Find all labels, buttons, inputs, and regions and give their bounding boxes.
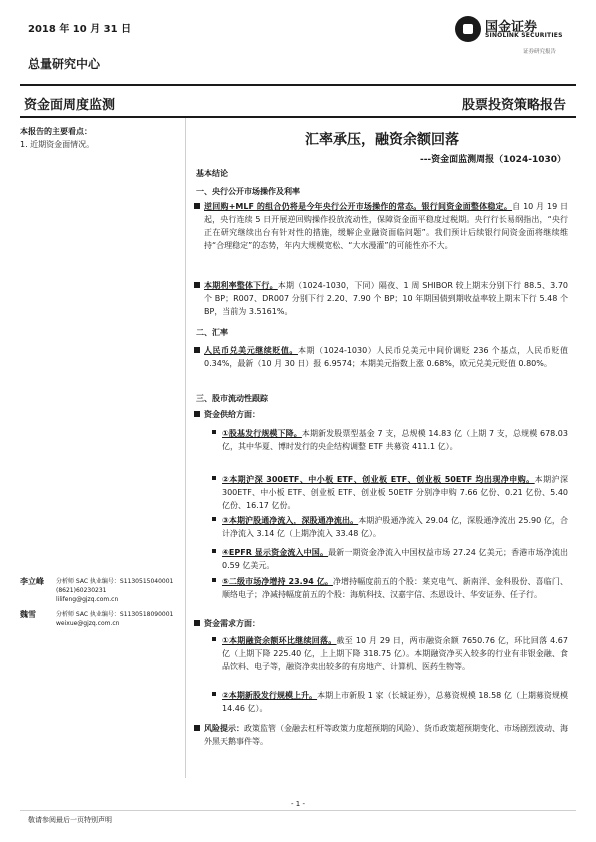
supply-heading: 资金供给方面： <box>204 408 568 421</box>
analyst-email[interactable]: weixue@gjzq.com.cn <box>56 620 120 627</box>
research-center: 总量研究中心 <box>28 57 101 71</box>
basic-conclusion-heading: 基本结论 <box>196 169 228 178</box>
company-logo <box>455 14 575 58</box>
highlights-heading: 本报告的主要看点： <box>20 127 92 136</box>
logo-cn: 国金证券 <box>485 20 538 35</box>
report-type: 股票投资策略报告 <box>461 98 566 113</box>
sub-bullet-icon <box>212 430 216 434</box>
paragraph <box>204 344 568 370</box>
paragraph-lead: 本期利率整体下行。 <box>204 281 278 290</box>
analyst-block <box>20 610 185 632</box>
analyst-name: 李立峰 <box>20 577 44 586</box>
main-title: 汇率承压，融资余额回落 <box>305 132 459 148</box>
bullet-icon <box>194 620 200 626</box>
bullet-icon <box>194 282 200 288</box>
risk-note: 风险提示：政策监管（金融去杠杆等政策力度超预期的风险）、货币政策超预期变化、市场剧烈波动、海外黑天鹅事件等。 <box>204 722 568 748</box>
paragraph <box>204 279 568 318</box>
demand-item: ①本期融资余额环比继续回落。截至 10 月 29 日，两市融资余额 7650.76 亿，环比回落 4.67 亿（上期下降 225.40 亿，上上期下降 318.75 亿）。本期融资净买入较多的行业有非银金融、食品饮料、电子等，融资净卖出较多的有房地产、计算机、医药生物等。 <box>222 634 568 673</box>
paragraph-lead: 逆回购+MLF 的组合仍将是今年央行公开市场操作的常态。银行间资金面整体稳定。 <box>204 202 513 211</box>
sub-bullet-icon <box>212 692 216 696</box>
supply-item: ④EPFR 显示资金流入中国。最新一期资金净流入中国权益市场 27.24 亿美元；香港市场净流出 0.59 亿美元。 <box>222 546 568 572</box>
analyst-block <box>20 577 185 607</box>
supply-item: ①股基发行规模下降。本期新发股票型基金 7 支，总规模 14.83 亿（上期 7 支，总规模 678.03 亿，其中华夏、博时发行的央企结构调整 ETF 共募资 411.1 亿）。 <box>222 427 568 453</box>
sub-bullet-icon <box>212 578 216 582</box>
sidebar-divider <box>185 118 186 778</box>
analyst-license: 分析师 SAC 执业编号：S1130518090001 <box>56 611 174 618</box>
demand-item: ②本期新股发行规模上升。本期上市新股 1 家（长城证券），总募资规模 18.58 亿（上期募资规模 14.46 亿）。 <box>222 689 568 715</box>
top-rule <box>20 84 576 86</box>
footer-rule <box>20 810 576 811</box>
section-heading: 二、汇率 <box>196 328 228 337</box>
analyst-email[interactable]: lilifeng@gjzq.com.cn <box>56 596 119 603</box>
bullet-icon <box>194 411 200 417</box>
logo-icon <box>455 16 481 42</box>
sub-bullet-icon <box>212 637 216 641</box>
bullet-icon <box>194 347 200 353</box>
highlights-item: 1. 近期资金面情况。 <box>20 140 95 149</box>
analyst-license: 分析师 SAC 执业编号：S1130515040001 <box>56 578 174 585</box>
supply-item: ②本期沪深 300ETF、中小板 ETF、创业板 ETF、创业板 50ETF 均出现净申购。本期沪深 300ETF、中小板 ETF、创业板 ETF、创业板 50ETF 分别净申购 7.66 亿份、0.21 亿份、5.40 亿份、16.17 亿份。 <box>222 473 568 512</box>
supply-item: ③本期沪股通净流入，深股通净流出。本期沪股通净流入 29.04 亿，深股通净流出 25.90 亿，合计净流入 3.14 亿（上期净流入 33.48 亿）。 <box>222 514 568 540</box>
analyst-phone: (8621)60230231 <box>56 587 107 594</box>
sub-bullet-icon <box>212 517 216 521</box>
bullet-icon <box>194 203 200 209</box>
paragraph-body: 本期（1024-1030）人民币兑美元中间价调贬 236 个基点，人民币贬值 0.34%，最新（10 月 30 日）报 6.9574；本期美元指数上涨 0.68%，欧元兑美元贬值 0.80%。 <box>204 346 569 368</box>
header-rule <box>20 116 576 118</box>
section-heading: 一、央行公开市场操作及利率 <box>196 187 300 196</box>
section-heading: 三、股市流动性跟踪 <box>196 394 268 403</box>
page-number: - 1 - <box>291 800 305 808</box>
sub-bullet-icon <box>212 476 216 480</box>
logo-en: SINOLINK SECURITIES <box>485 32 563 39</box>
analyst-name: 魏雪 <box>20 610 36 619</box>
paragraph-lead: 人民币兑美元继续贬值。 <box>204 346 298 355</box>
supply-item: ⑤二级市场净增持 23.94 亿。净增持幅度前五的个股：莱克电气、新南洋、金科股份、喜临门、顺络电子；净减持幅度前五的个股：海航科技、汉嘉宇信、杰恩设计、华安证券、任子行。 <box>222 575 568 601</box>
report-date: 2018 年 10 月 31 日 <box>28 24 132 35</box>
demand-heading: 资金需求方面： <box>204 617 568 630</box>
paragraph-body: 自 10 月 19 日起，央行连续 5 日开展逆回购操作投放流动性，保障资金面平稳度过税期。央行行长易纲指出，“央行正在研究继续出台有针对性的措施，缓解企业融资面临问题”。我们预计后续银行间资金面将继续维持“合理稳定”的态势，年内大规模宽松、“大水漫灌”的可能性亦不大。 <box>204 202 568 250</box>
paragraph-body: 本期（1024-1030，下同）隔夜、1 周 SHIBOR 较上期末分别下行 88.5、3.70 个 BP；R007、DR007 分别下行 2.20、7.90 个 BP；10 年期国债到期收益率较上期末下行 5.48 个 BP，当前为 3.5161%。 <box>204 281 568 316</box>
paragraph <box>204 200 568 252</box>
logo-sub: 证券研究报告 <box>523 49 557 55</box>
sub-bullet-icon <box>212 549 216 553</box>
bullet-icon <box>194 725 200 731</box>
disclaimer-note: 敬请参阅最后一页特别声明 <box>28 816 112 824</box>
report-series: 资金面周度监测 <box>24 98 116 113</box>
main-subtitle: ---资金面监测周报（1024-1030） <box>419 155 566 165</box>
